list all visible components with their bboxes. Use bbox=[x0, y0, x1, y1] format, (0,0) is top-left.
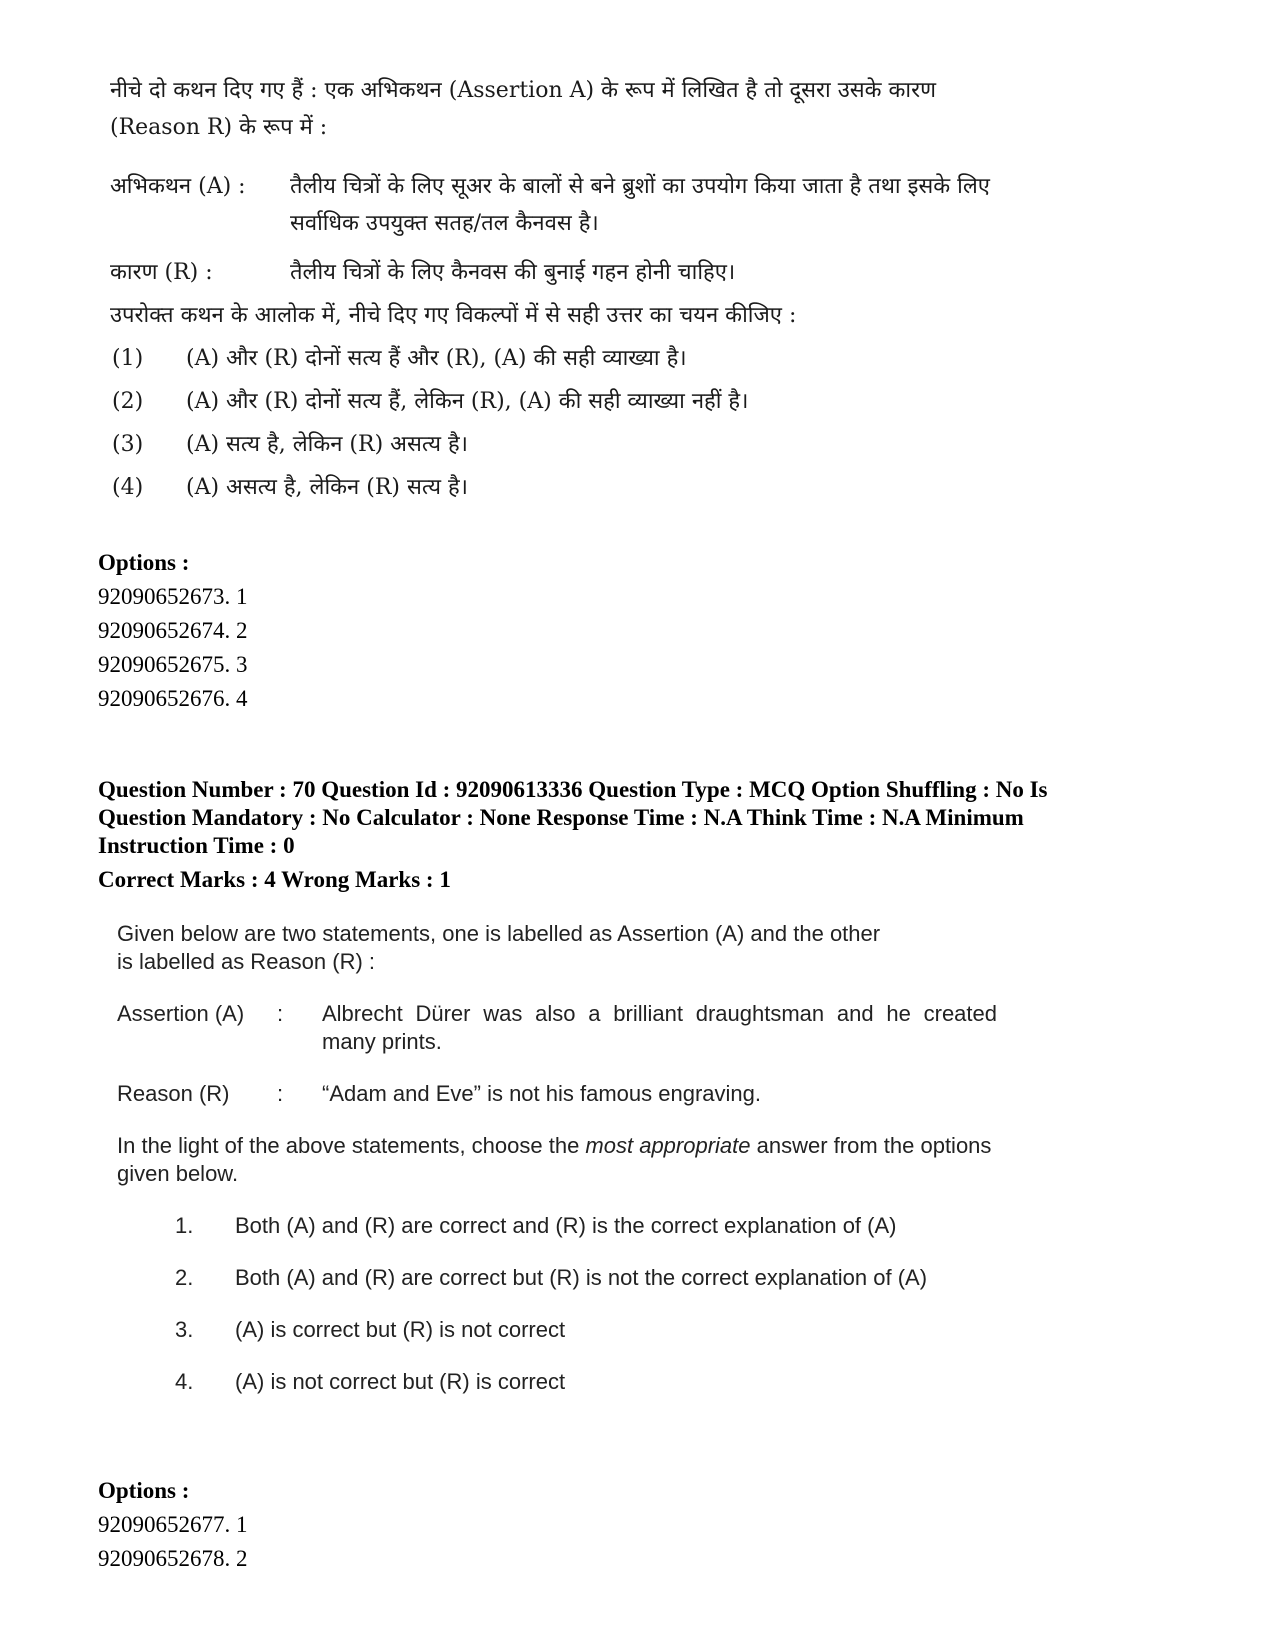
question-marks: Correct Marks : 4 Wrong Marks : 1 bbox=[98, 867, 451, 892]
english-prompt-start: In the light of the above statements, choose the bbox=[117, 1133, 586, 1158]
english-option-text: (A) is not correct but (R) is correct bbox=[235, 1369, 566, 1394]
hindi-option bbox=[110, 340, 1050, 377]
hindi-option-text: (A) सत्य है, लेकिन (R) असत्य है। bbox=[186, 432, 468, 457]
hindi-assertion bbox=[110, 168, 1050, 242]
option-id-item: 92090652677. 1 bbox=[98, 1512, 248, 1537]
english-assertion-label: Assertion (A) bbox=[117, 1001, 245, 1026]
option-id-item: 92090652674. 2 bbox=[98, 618, 248, 643]
english-intro-line2: is labelled as Reason (R) : bbox=[117, 949, 376, 974]
english-prompt bbox=[117, 1132, 997, 1188]
english-intro bbox=[117, 920, 997, 976]
question-meta-line3: Instruction Time : 0 bbox=[98, 833, 295, 858]
english-assertion bbox=[117, 1000, 997, 1056]
english-reason-text: “Adam and Eve” is not his famous engraving. bbox=[322, 1081, 762, 1106]
hindi-reason-text: तैलीय चित्रों के लिए कैनवस की बुनाई गहन होनी चाहिए। bbox=[290, 260, 736, 285]
english-option-number: 3. bbox=[175, 1317, 194, 1342]
option-id-item: 92090652678. 2 bbox=[98, 1546, 248, 1571]
options-block-2 bbox=[98, 1474, 248, 1576]
hindi-assertion-text: तैलीय चित्रों के लिए सूअर के बालों से बने ब्रुशों का उपयोग किया जाता है तथा इसके लिए सर्वाधिक उपयुक्त सतह/तल कैनवस है। bbox=[290, 174, 990, 236]
hindi-option bbox=[110, 383, 1050, 420]
english-prompt-end: answer from the options given below. bbox=[117, 1133, 992, 1186]
english-option bbox=[117, 1316, 997, 1344]
english-reason-colon: : bbox=[277, 1081, 284, 1106]
english-question bbox=[117, 920, 997, 1396]
option-id-item: 92090652673. 1 bbox=[98, 584, 248, 609]
english-assertion-text: Albrecht Dürer was also a brilliant draughtsman and he created many prints. bbox=[322, 1001, 997, 1054]
english-option-number: 2. bbox=[175, 1265, 194, 1290]
english-option bbox=[117, 1368, 997, 1396]
hindi-intro bbox=[110, 72, 1050, 146]
hindi-intro-line2: (Reason R) के रूप में : bbox=[110, 115, 328, 140]
english-option-text: Both (A) and (R) are correct and (R) is the correct explanation of (A) bbox=[235, 1213, 897, 1238]
hindi-option bbox=[110, 426, 1050, 463]
hindi-option-text: (A) और (R) दोनों सत्य हैं, लेकिन (R), (A) की सही व्याख्या नहीं है। bbox=[186, 389, 749, 414]
english-option bbox=[117, 1264, 997, 1292]
hindi-prompt: उपरोक्त कथन के आलोक में, नीचे दिए गए विकल्पों में से सही उत्तर का चयन कीजिए : bbox=[110, 303, 797, 328]
hindi-option-number: (3) bbox=[112, 432, 144, 457]
question-meta-line2: Question Mandatory : No Calculator : None Response Time : N.A Think Time : N.A Minimum bbox=[98, 805, 1024, 830]
hindi-option-number: (1) bbox=[112, 346, 144, 371]
hindi-option-number: (2) bbox=[112, 389, 144, 414]
options-block-1 bbox=[98, 546, 248, 716]
options-title: Options : bbox=[98, 550, 190, 575]
question-meta bbox=[98, 776, 1178, 894]
english-assertion-colon: : bbox=[277, 1001, 284, 1026]
option-id-item: 92090652676. 4 bbox=[98, 686, 248, 711]
hindi-assertion-label: अभिकथन (A) : bbox=[110, 174, 246, 199]
hindi-option-text: (A) असत्य है, लेकिन (R) सत्य है। bbox=[186, 475, 468, 500]
hindi-reason-label: कारण (R) : bbox=[110, 260, 213, 285]
hindi-reason bbox=[110, 254, 1050, 291]
english-option-number: 1. bbox=[175, 1213, 194, 1238]
english-reason bbox=[117, 1080, 997, 1108]
english-option-number: 4. bbox=[175, 1369, 194, 1394]
hindi-intro-line1: नीचे दो कथन दिए गए हैं : एक अभिकथन (Assertion A) के रूप में लिखित है तो दूसरा उसके कारण bbox=[110, 78, 937, 103]
hindi-option-number: (4) bbox=[112, 475, 144, 500]
english-option bbox=[117, 1212, 997, 1240]
hindi-question bbox=[110, 72, 1050, 506]
english-reason-label: Reason (R) bbox=[117, 1081, 230, 1106]
english-intro-line1: Given below are two statements, one is labelled as Assertion (A) and the other bbox=[117, 921, 881, 946]
options-title: Options : bbox=[98, 1478, 190, 1503]
option-id-item: 92090652675. 3 bbox=[98, 652, 248, 677]
question-meta-line1: Question Number : 70 Question Id : 92090613336 Question Type : MCQ Option Shuffling : No Is bbox=[98, 777, 1048, 802]
hindi-option-text: (A) और (R) दोनों सत्य हैं और (R), (A) की सही व्याख्या है। bbox=[186, 346, 687, 371]
english-option-text: Both (A) and (R) are correct but (R) is not the correct explanation of (A) bbox=[235, 1265, 928, 1290]
english-prompt-emphasis: most appropriate bbox=[585, 1133, 751, 1158]
hindi-option bbox=[110, 469, 1050, 506]
english-option-text: (A) is correct but (R) is not correct bbox=[235, 1317, 566, 1342]
